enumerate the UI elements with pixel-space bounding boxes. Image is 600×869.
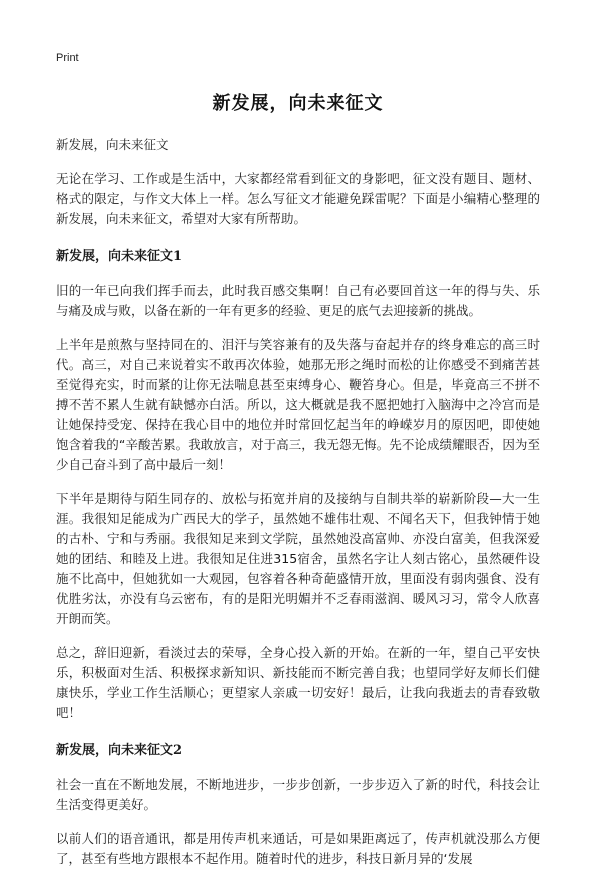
- intro-paragraph: 无论在学习、工作或是生活中，大家都经常看到征文的身影吧，征文没有题目、题材、格式的限定，与作文大体上一样。怎么写征文才能避免踩雷呢？下面是小编精心整理的新发展，向未来征文，希望对大家有所帮助。: [56, 171, 540, 226]
- print-link[interactable]: Print: [56, 52, 79, 64]
- section-heading-2: 新发展，向未来征文2: [56, 743, 183, 758]
- document-subtitle: 新发展，向未来征文: [56, 137, 169, 152]
- section-1-paragraph-1: 旧的一年已向我们挥手而去，此时我百感交集啊！自己有必要回首这一年的得与失、乐与痛及成与败，以备在新的一年有更多的经验、更足的底气去迎接新的挑战。: [56, 283, 540, 318]
- section-1-paragraph-3: 下半年是期待与陌生同存的、放松与拓宽并肩的及接纳与自制共举的崭新阶段—大一生涯。我很知足能成为广西民大的学子，虽然她不雄伟壮观、不闻名天下，但我钟情于她的古朴、宁和与秀丽。我很知足来到文学院，虽然她没高富帅、亦没白富美，但我深爱她的团结、和睦及上进。我很知足住进315宿舍，虽然名字让人刻古铭心，虽然硬件设施不比高中，但她犹如一大观园，包容着各种奇葩盛情开放，里面没有弱肉强食、没有优胜劣汰，亦没有乌云密布，有的是阳光明媚并不乏春雨滋润、暖风习习，常令人欣喜开朗而笑。: [56, 491, 540, 626]
- section-1-paragraph-2: 上半年是煎熬与坚持同在的、泪汗与笑容兼有的及失落与奋起并存的终身难忘的高三时代。高三，对自己来说着实不敢再次体验，她那无形之绳时而松的让你感受不到痛苦甚至觉得充实，时而紧的让你无法喘息甚至束缚身心、鞭笞身心。但是，毕竟高三不拼不搏不苦不累人生就有缺憾亦白活。所以，这大概就是我不愿把她打入脑海中之冷宫而是让她保持受宠、保持在我心目中的地位并时常回忆起当年的峥嵘岁月的原因吧，即使她饱含着我的“辛酸苦累。我敢放言，对于高三，我无怨无悔。先不论成绩耀眼否，因为至少自己奋斗到了高中最后一刻！: [56, 337, 540, 472]
- page-title: 新发展，向未来征文: [212, 93, 384, 114]
- section-2-paragraph-2: 以前人们的语音通讯，都是用传声机来通话，可是如果距离远了，传声机就没那么方便了，甚至有些地方跟根本不起作用。随着时代的进步，科技日新月异的‘发展: [56, 831, 540, 866]
- section-2-paragraph-1: 社会一直在不断地发展，不断地进步，一步步创新，一步步迈入了新的时代，科技会让生活变得更美好。: [56, 777, 540, 812]
- section-heading-1: 新发展，向未来征文1: [56, 249, 183, 264]
- section-1-paragraph-4: 总之，辞旧迎新，看淡过去的荣辱，全身心投入新的开始。在新的一年，望自己平安快乐，积极面对生活、积极探求新知识、新技能而不断完善自我；也望同学好友师长们健康快乐，学业工作生活顺心；更望家人亲戚一切安好！最后，让我向我逝去的青春致敬吧！: [56, 645, 540, 720]
